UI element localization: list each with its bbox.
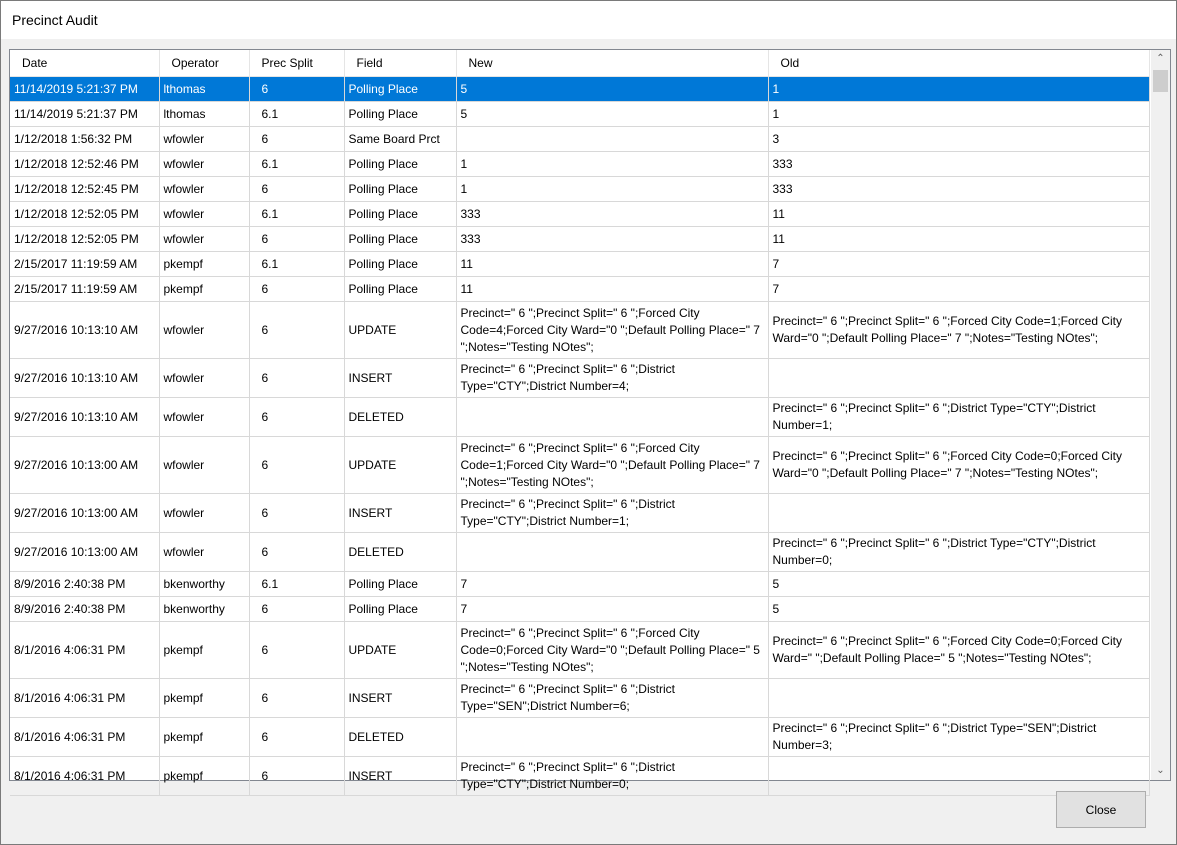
column-header-field[interactable]: Field [344,50,456,77]
cell-field: Polling Place [344,227,456,252]
cell-date: 8/1/2016 4:06:31 PM [10,718,159,757]
table-row[interactable] [10,177,1149,202]
cell-date: 8/1/2016 4:06:31 PM [10,679,159,718]
cell-prec-split: 6.1 [249,202,344,227]
cell-date: 11/14/2019 5:21:37 PM [10,102,159,127]
cell-new: 333 [456,202,768,227]
cell-field: Same Board Prct [344,127,456,152]
cell-operator: wfowler [159,302,249,359]
cell-old: 1 [768,77,1149,102]
table-row[interactable] [10,533,1149,572]
cell-field: INSERT [344,679,456,718]
cell-field: Polling Place [344,77,456,102]
table-row[interactable] [10,679,1149,718]
cell-old: Precinct=" 6 ";Precinct Split=" 6 ";Forced City Code=0;Forced City Ward=" ";Default Polling Place=" 5 ";Notes="Testing NOtes"; [768,622,1149,679]
cell-old: 3 [768,127,1149,152]
table-row[interactable] [10,302,1149,359]
cell-operator: wfowler [159,152,249,177]
cell-field: INSERT [344,757,456,796]
cell-field: UPDATE [344,302,456,359]
cell-new: 7 [456,597,768,622]
cell-date: 2/15/2017 11:19:59 AM [10,252,159,277]
cell-new: Precinct=" 6 ";Precinct Split=" 6 ";District Type="CTY";District Number=0; [456,757,768,796]
cell-date: 9/27/2016 10:13:10 AM [10,359,159,398]
cell-new: Precinct=" 6 ";Precinct Split=" 6 ";District Type="SEN";District Number=6; [456,679,768,718]
cell-prec-split: 6.1 [249,152,344,177]
cell-operator: wfowler [159,127,249,152]
cell-date: 11/14/2019 5:21:37 PM [10,77,159,102]
cell-operator: pkempf [159,679,249,718]
cell-new: Precinct=" 6 ";Precinct Split=" 6 ";Forced City Code=1;Forced City Ward="0 ";Default Polling Place=" 7 ";Notes="Testing NOtes"; [456,437,768,494]
cell-old [768,757,1149,796]
cell-field: UPDATE [344,437,456,494]
cell-date: 8/9/2016 2:40:38 PM [10,597,159,622]
cell-field: DELETED [344,718,456,757]
column-header-prec-split[interactable]: Prec Split [249,50,344,77]
cell-new: 1 [456,177,768,202]
cell-field: Polling Place [344,597,456,622]
table-row[interactable] [10,277,1149,302]
cell-new [456,127,768,152]
table-row[interactable] [10,152,1149,177]
table-row[interactable] [10,127,1149,152]
cell-prec-split: 6 [249,398,344,437]
cell-prec-split: 6.1 [249,252,344,277]
cell-prec-split: 6.1 [249,102,344,127]
cell-new: 1 [456,152,768,177]
cell-operator: wfowler [159,437,249,494]
column-header-new[interactable]: New [456,50,768,77]
cell-field: Polling Place [344,572,456,597]
cell-old [768,679,1149,718]
cell-prec-split: 6 [249,622,344,679]
cell-date: 9/27/2016 10:13:00 AM [10,533,159,572]
cell-date: 1/12/2018 12:52:05 PM [10,227,159,252]
cell-old: Precinct=" 6 ";Precinct Split=" 6 ";Forced City Code=1;Forced City Ward="0 ";Default Polling Place=" 7 ";Notes="Testing NOtes"; [768,302,1149,359]
cell-field: DELETED [344,398,456,437]
cell-new [456,533,768,572]
cell-operator: pkempf [159,277,249,302]
cell-new: Precinct=" 6 ";Precinct Split=" 6 ";Forced City Code=4;Forced City Ward="0 ";Default Polling Place=" 7 ";Notes="Testing NOtes"; [456,302,768,359]
cell-date: 9/27/2016 10:13:10 AM [10,302,159,359]
scrollbar-thumb[interactable] [1153,70,1168,92]
cell-prec-split: 6 [249,597,344,622]
table-row[interactable] [10,757,1149,796]
cell-new: 7 [456,572,768,597]
table-row[interactable] [10,227,1149,252]
cell-old: 11 [768,227,1149,252]
column-header-row [10,50,1149,77]
table-row[interactable] [10,718,1149,757]
cell-field: INSERT [344,359,456,398]
table-row[interactable] [10,597,1149,622]
column-header-old[interactable]: Old [768,50,1149,77]
cell-date: 8/9/2016 2:40:38 PM [10,572,159,597]
cell-new: 11 [456,252,768,277]
window-title: Precinct Audit [12,12,98,28]
cell-prec-split: 6 [249,302,344,359]
cell-old: 7 [768,252,1149,277]
table-row[interactable] [10,622,1149,679]
table-row[interactable] [10,202,1149,227]
cell-prec-split: 6 [249,757,344,796]
cell-old: 5 [768,572,1149,597]
cell-old: Precinct=" 6 ";Precinct Split=" 6 ";District Type="CTY";District Number=1; [768,398,1149,437]
cell-date: 9/27/2016 10:13:00 AM [10,494,159,533]
audit-grid[interactable] [9,49,1171,791]
cell-new [456,398,768,437]
cell-operator: wfowler [159,398,249,437]
table-row[interactable] [10,398,1149,437]
column-header-date[interactable]: Date [10,50,159,77]
cell-operator: bkenworthy [159,572,249,597]
cell-prec-split: 6 [249,359,344,398]
audit-table-body [10,77,1149,796]
cell-field: DELETED [344,533,456,572]
cell-field: Polling Place [344,102,456,127]
cell-prec-split: 6 [249,494,344,533]
cell-new: 5 [456,102,768,127]
cell-prec-split: 6 [249,127,344,152]
cell-operator: pkempf [159,757,249,796]
cell-new: 333 [456,227,768,252]
cell-prec-split: 6 [249,679,344,718]
cell-operator: lthomas [159,77,249,102]
cell-field: INSERT [344,494,456,533]
cell-field: Polling Place [344,152,456,177]
cell-prec-split: 6 [249,437,344,494]
cell-operator: bkenworthy [159,597,249,622]
title-bar [1,1,1176,39]
cell-prec-split: 6.1 [249,572,344,597]
cell-date: 1/12/2018 1:56:32 PM [10,127,159,152]
cell-operator: wfowler [159,177,249,202]
cell-date: 8/1/2016 4:06:31 PM [10,757,159,796]
cell-operator: pkempf [159,622,249,679]
cell-date: 9/27/2016 10:13:00 AM [10,437,159,494]
cell-operator: wfowler [159,533,249,572]
cell-new: Precinct=" 6 ";Precinct Split=" 6 ";District Type="CTY";District Number=1; [456,494,768,533]
cell-operator: wfowler [159,227,249,252]
cell-old: Precinct=" 6 ";Precinct Split=" 6 ";District Type="SEN";District Number=3; [768,718,1149,757]
cell-prec-split: 6 [249,177,344,202]
cell-date: 9/27/2016 10:13:10 AM [10,398,159,437]
table-row[interactable] [10,437,1149,494]
cell-field: Polling Place [344,252,456,277]
chevron-down-icon[interactable]: ⌄ [1156,765,1165,776]
cell-prec-split: 6 [249,277,344,302]
cell-prec-split: 6 [249,77,344,102]
cell-operator: wfowler [159,359,249,398]
cell-prec-split: 6 [249,718,344,757]
cell-operator: pkempf [159,252,249,277]
cell-new: Precinct=" 6 ";Precinct Split=" 6 ";Forced City Code=0;Forced City Ward="0 ";Default Polling Place=" 5 ";Notes="Testing NOtes"; [456,622,768,679]
cell-prec-split: 6 [249,227,344,252]
cell-date: 1/12/2018 12:52:46 PM [10,152,159,177]
cell-old: 333 [768,152,1149,177]
cell-date: 1/12/2018 12:52:05 PM [10,202,159,227]
cell-operator: pkempf [159,718,249,757]
column-header-operator[interactable]: Operator [159,50,249,77]
chevron-up-icon[interactable]: ⌃ [1156,53,1165,64]
cell-operator: lthomas [159,102,249,127]
cell-new [456,718,768,757]
cell-old: 333 [768,177,1149,202]
table-row[interactable] [10,102,1149,127]
cell-old: 7 [768,277,1149,302]
audit-table [10,50,1150,796]
table-row[interactable] [10,494,1149,533]
cell-prec-split: 6 [249,533,344,572]
table-row[interactable] [10,77,1149,102]
cell-date: 2/15/2017 11:19:59 AM [10,277,159,302]
cell-date: 8/1/2016 4:06:31 PM [10,622,159,679]
cell-old [768,494,1149,533]
cell-field: Polling Place [344,202,456,227]
cell-new: Precinct=" 6 ";Precinct Split=" 6 ";District Type="CTY";District Number=4; [456,359,768,398]
cell-field: Polling Place [344,177,456,202]
cell-old [768,359,1149,398]
vertical-scrollbar[interactable] [1150,50,1170,780]
cell-new: 11 [456,277,768,302]
cell-field: UPDATE [344,622,456,679]
table-row[interactable] [10,252,1149,277]
cell-operator: wfowler [159,202,249,227]
cell-field: Polling Place [344,277,456,302]
cell-old: Precinct=" 6 ";Precinct Split=" 6 ";Forced City Code=0;Forced City Ward="0 ";Default Polling Place=" 7 ";Notes="Testing NOtes"; [768,437,1149,494]
cell-old: 5 [768,597,1149,622]
table-row[interactable] [10,359,1149,398]
cell-old: 1 [768,102,1149,127]
cell-new: 5 [456,77,768,102]
cell-operator: wfowler [159,494,249,533]
cell-old: 11 [768,202,1149,227]
close-button[interactable]: Close [1056,791,1146,828]
audit-grid-viewport [10,50,1149,791]
table-row[interactable] [10,572,1149,597]
cell-old: Precinct=" 6 ";Precinct Split=" 6 ";District Type="CTY";District Number=0; [768,533,1149,572]
cell-date: 1/12/2018 12:52:45 PM [10,177,159,202]
